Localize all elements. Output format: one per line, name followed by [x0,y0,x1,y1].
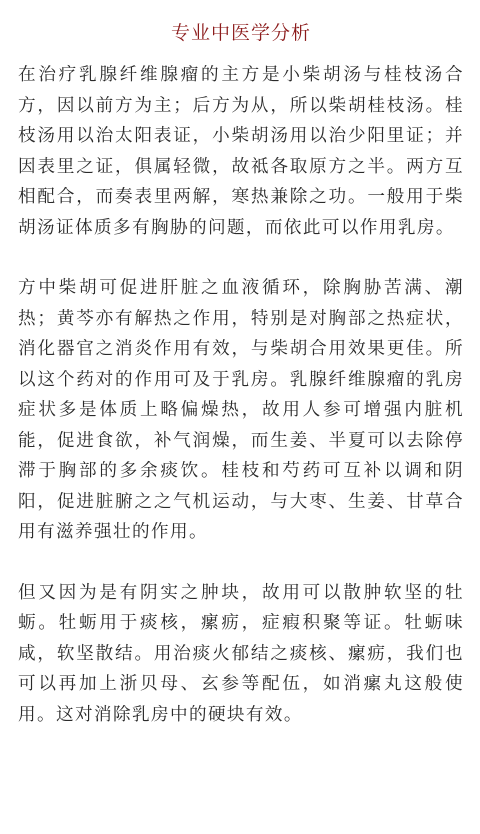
article-paragraph-3: 但又因为是有阴实之肿块，故用可以散肿软坚的牡蛎。牡蛎用于痰核，瘰疬，症瘕积聚等证。牡蛎味咸，软坚散结。用治痰火郁结之痰核、瘰疬，我们也可以再加上浙贝母、玄参等配伍，如消瘰丸这般使用。这对消除乳房中的硬块有效。 [18,582,464,725]
article-title: 专业中医学分析 [170,22,311,44]
article-paragraph-1: 在治疗乳腺纤维腺瘤的主方是小柴胡汤与桂枝汤合方，因以前方为主；后方为从，所以柴胡桂枝汤。桂枝汤用以治太阳表证，小柴胡汤用以治少阳里证；并因表里之证，俱属轻微，故祗各取原方之半。两方互相配合，而奏表里两解，寒热兼除之功。一般用于柴胡汤证体质多有胸胁的问题，而依此可以作用乳房。 [18,65,464,238]
article-paragraph-2: 方中柴胡可促进肝脏之血液循环，除胸胁苦满、潮热；黄芩亦有解热之作用，特别是对胸部之热症状，消化器官之消炎作用有效，与柴胡合用效果更佳。所以这个药对的作用可及于乳房。乳腺纤维腺瘤的乳房症状多是体质上略偏燥热，故用人参可增强内脏机能，促进食欲，补气润燥，而生姜、半夏可以去除停滞于胸部的多余痰饮。桂枝和芍药可互补以调和阴阳，促进脏腑之之气机运动，与大枣、生姜、甘草合用有滋养强壮的作用。 [18,278,464,542]
